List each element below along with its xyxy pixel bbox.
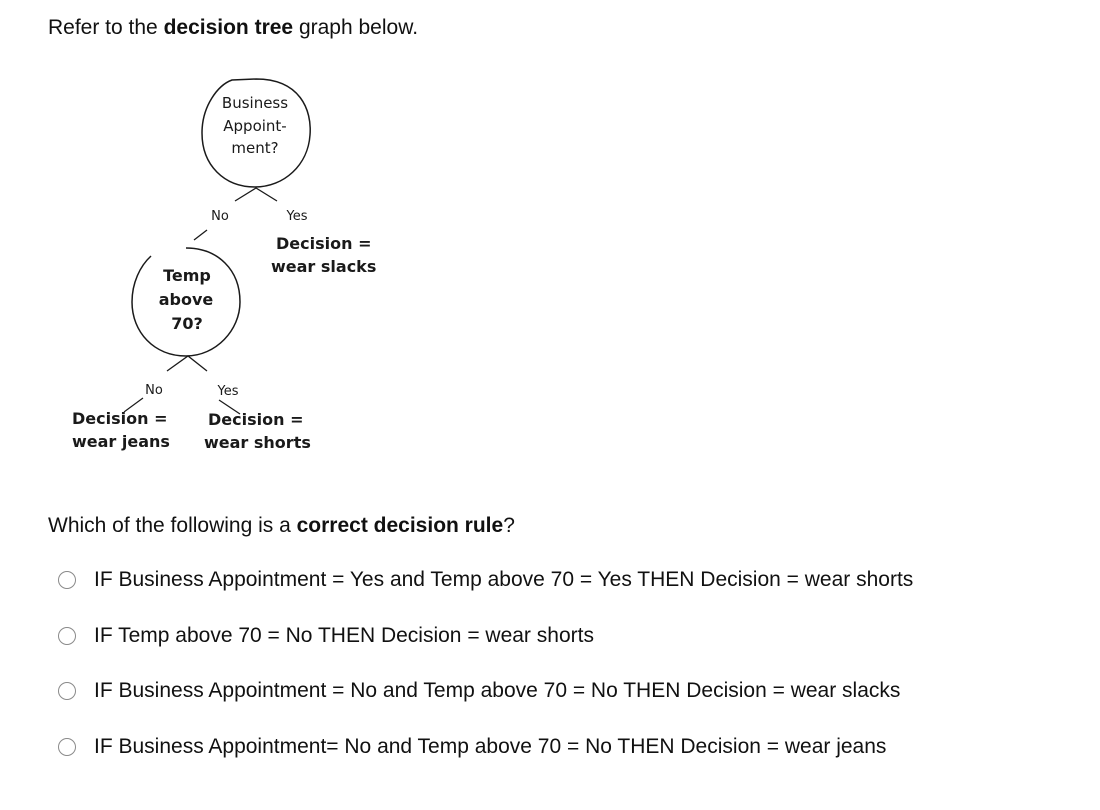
radio-button-3[interactable] [58,682,76,700]
answer-option-4-label: IF Business Appointment= No and Temp above 70 = No THEN Decision = wear jeans [94,734,887,758]
question-prefix: Which of the following is a [48,514,297,537]
answer-option-1[interactable] [58,566,913,594]
root-node-line-3: ment? [231,139,279,157]
answer-option-2[interactable] [58,622,913,650]
answer-option-3-label: IF Business Appointment = No and Temp above 70 = No THEN Decision = wear slacks [94,679,901,702]
temp-branch-lines [167,356,207,371]
root-branch-yes-label: Yes [286,209,308,224]
root-no-edge [194,230,207,240]
answer-options [58,566,913,788]
temp-node-line-3: 70? [171,314,203,333]
temp-node [132,248,240,356]
temp-node-line-1: Temp [163,266,211,285]
question-bold: correct decision rule [296,514,504,537]
temp-no-leaf-line-1: Decision = [72,409,168,428]
root-yes-leaf-line-2: wear slacks [271,257,377,276]
radio-button-2[interactable] [58,627,76,645]
answer-option-4[interactable] [58,733,913,761]
temp-node-line-2: above [158,290,214,309]
intro-bold: decision tree [163,16,294,39]
root-yes-leaf [271,234,376,276]
temp-yes-leaf-line-1: Decision = [208,410,304,429]
temp-yes-leaf [204,400,311,452]
root-branch-no-label: No [211,209,229,224]
temp-no-leaf [72,398,170,451]
radio-button-1[interactable] [58,571,76,589]
root-node [202,79,310,187]
radio-button-4[interactable] [58,738,76,756]
root-node-line-1: Business [221,94,289,112]
answer-option-2-label: IF Temp above 70 = No THEN Decision = wear shorts [94,623,594,647]
decision-tree-diagram [0,0,420,480]
intro-suffix: graph below. [293,16,419,39]
answer-option-1-label: IF Business Appointment = Yes and Temp above 70 = Yes THEN Decision = wear shorts [94,568,914,591]
temp-yes-leaf-line-2: wear shorts [204,433,311,452]
temp-branch-yes-label: Yes [217,384,239,399]
question-suffix: ? [503,514,515,537]
root-node-line-2: Appoint- [223,117,287,135]
question-text [48,512,515,540]
temp-no-leaf-line-2: wear jeans [72,432,170,451]
temp-branch-no-label: No [145,383,163,398]
root-branch-lines [235,188,277,201]
root-yes-leaf-line-1: Decision = [276,234,372,253]
answer-option-3[interactable] [58,677,913,705]
intro-prefix: Refer to the [48,16,164,39]
